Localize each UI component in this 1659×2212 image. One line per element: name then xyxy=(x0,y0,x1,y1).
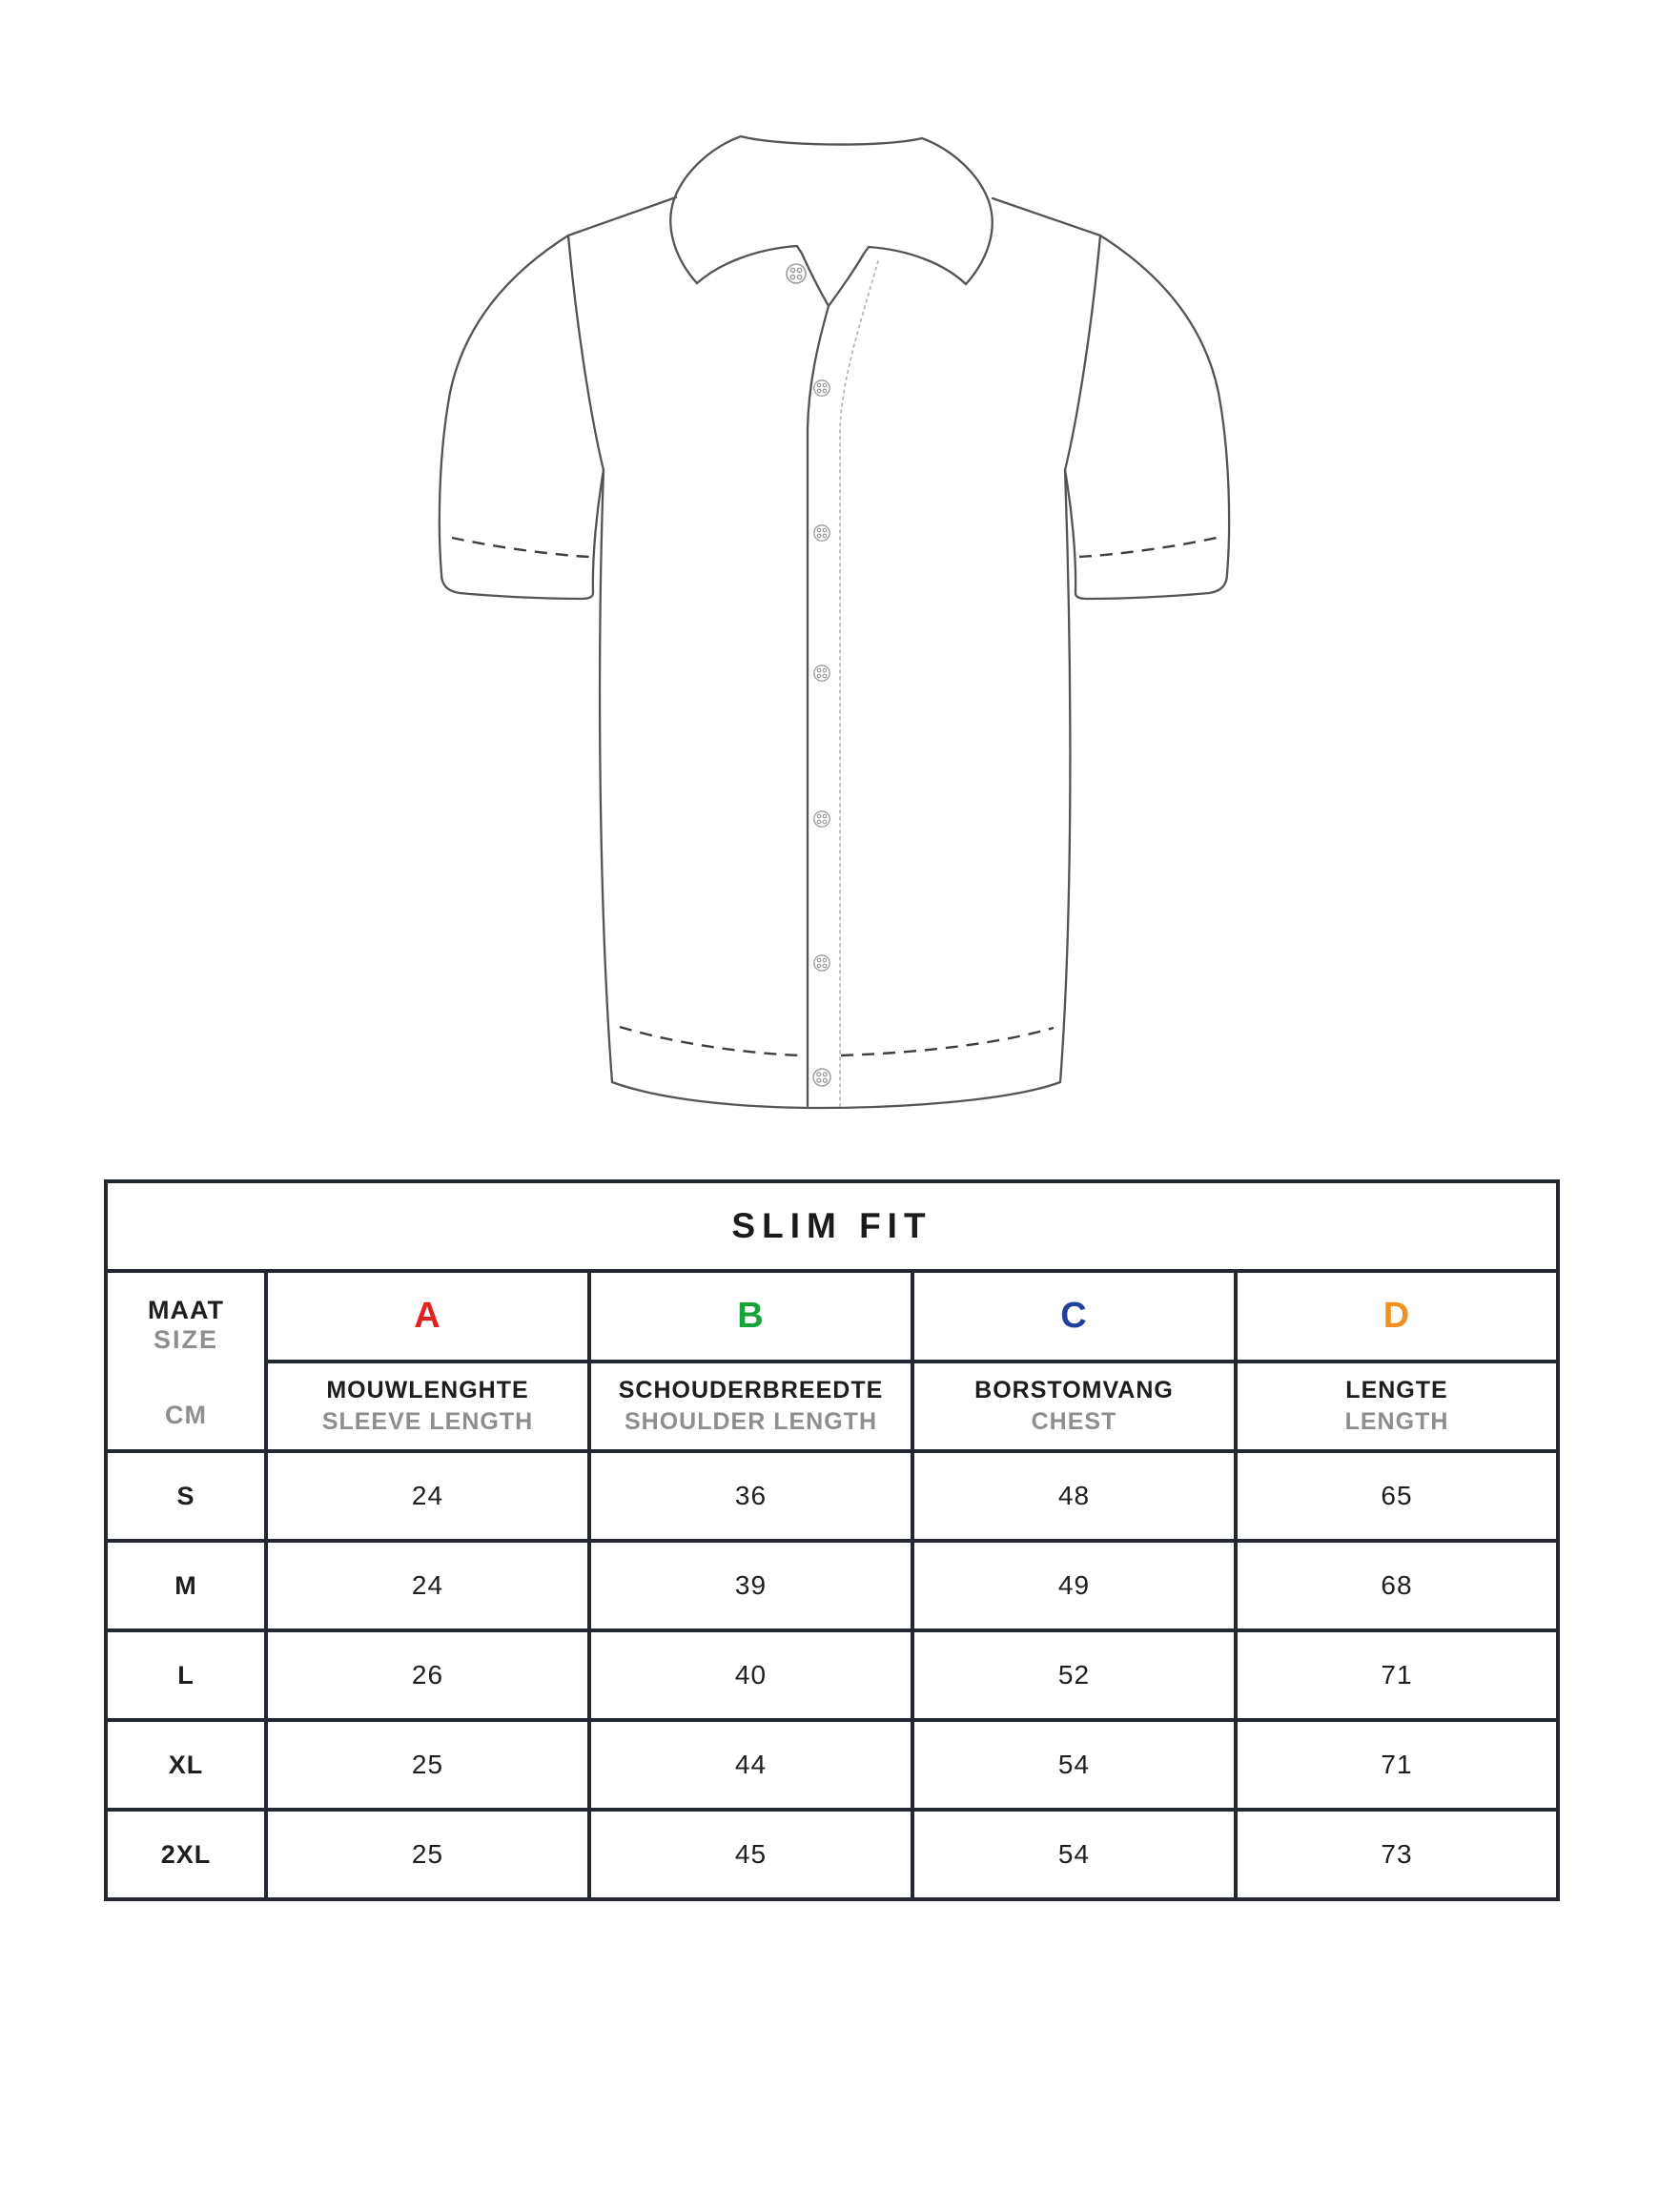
table-row xyxy=(106,1451,1558,1541)
value-cell: 49 xyxy=(912,1541,1236,1630)
stitch-lines xyxy=(452,538,1217,1055)
measure-name-a: MOUWLENGHTE SLEEVE LENGTH xyxy=(266,1362,589,1451)
size-label: 2XL xyxy=(106,1810,266,1899)
size-table xyxy=(104,1179,1560,1901)
table-row xyxy=(106,1810,1558,1899)
value-cell: 52 xyxy=(912,1630,1236,1720)
value-cell: 25 xyxy=(266,1810,589,1899)
size-label: L xyxy=(106,1630,266,1720)
shirt-drawing xyxy=(353,48,1306,1154)
value-cell: 65 xyxy=(1236,1451,1558,1541)
button-icon xyxy=(787,264,806,283)
value-cell: 71 xyxy=(1236,1720,1558,1810)
value-cell: 40 xyxy=(589,1630,912,1720)
measure-letter-b: B xyxy=(589,1271,912,1362)
table-title: SLIM FIT xyxy=(106,1181,1558,1271)
corner-cell xyxy=(106,1271,266,1451)
label-cm: CM xyxy=(165,1401,207,1430)
table-row xyxy=(106,1630,1558,1720)
value-cell: 36 xyxy=(589,1451,912,1541)
value-cell: 24 xyxy=(266,1541,589,1630)
measure-name-b: SCHOUDERBREEDTE SHOULDER LENGTH xyxy=(589,1362,912,1451)
button-icon xyxy=(814,955,830,971)
value-cell: 44 xyxy=(589,1720,912,1810)
value-cell: 26 xyxy=(266,1630,589,1720)
value-cell: 48 xyxy=(912,1451,1236,1541)
button-icon xyxy=(814,666,830,681)
size-label: M xyxy=(106,1541,266,1630)
value-cell: 68 xyxy=(1236,1541,1558,1630)
button-icon xyxy=(814,525,830,541)
label-size: SIZE xyxy=(153,1325,218,1355)
value-cell: 25 xyxy=(266,1720,589,1810)
value-cell: 71 xyxy=(1236,1630,1558,1720)
table-row xyxy=(106,1720,1558,1810)
value-cell: 39 xyxy=(589,1541,912,1630)
button-icon xyxy=(814,380,830,396)
table-row xyxy=(106,1541,1558,1630)
value-cell: 54 xyxy=(912,1810,1236,1899)
measure-letter-a: A xyxy=(266,1271,589,1362)
value-cell: 24 xyxy=(266,1451,589,1541)
value-cell: 73 xyxy=(1236,1810,1558,1899)
button-icon xyxy=(814,811,830,827)
button-icon xyxy=(813,1069,830,1086)
label-maat: MAAT xyxy=(148,1296,224,1324)
shirt-collar xyxy=(670,136,992,306)
measure-name-c: BORSTOMVANG CHEST xyxy=(912,1362,1236,1451)
measure-letter-c: C xyxy=(912,1271,1236,1362)
size-label: XL xyxy=(106,1720,266,1810)
size-label: S xyxy=(106,1451,266,1541)
value-cell: 54 xyxy=(912,1720,1236,1810)
shirt-body-outline xyxy=(440,197,1229,1108)
shirt-illustration xyxy=(353,48,1306,1154)
measure-name-d: LENGTE LENGTH xyxy=(1236,1362,1558,1451)
value-cell: 45 xyxy=(589,1810,912,1899)
measure-letter-d: D xyxy=(1236,1271,1558,1362)
